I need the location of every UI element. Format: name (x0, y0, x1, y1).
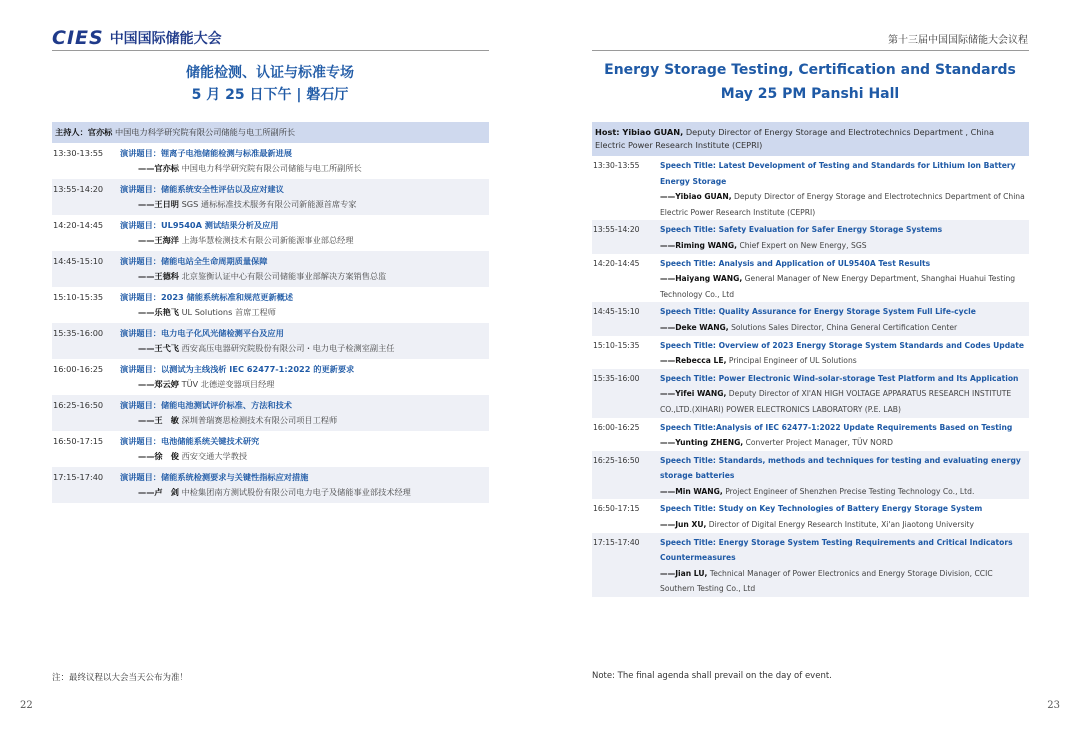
time-slot: 14:45-15:10 (53, 256, 104, 266)
agenda-row (592, 254, 1029, 303)
speech-title-text: UL9540A 测试结果分析及应用 (160, 220, 279, 230)
speaker-line (120, 233, 485, 248)
speaker-line (660, 189, 1025, 220)
speaker-org: Deputy Director of XI'AN HIGH VOLTAGE APPARATUS RESEARCH INSTITUTE CO.,LTD.(XIHARI) POWER ELECTRONICS LABORATORY (P.E. LAB) (660, 389, 1012, 414)
session-body (660, 338, 1029, 369)
speaker-name: ——Deke WANG, (660, 322, 729, 332)
agenda-row (52, 179, 489, 215)
speech-title (120, 470, 485, 485)
speaker-line (660, 271, 1025, 302)
speaker-name: ——徐 俊 (138, 451, 179, 461)
time-slot: 16:50-17:15 (593, 504, 640, 514)
speaker-name: ——Rebecca LE, (660, 356, 727, 366)
agenda-row (52, 287, 489, 323)
speaker-line (120, 413, 485, 428)
time-slot: 16:00-16:25 (593, 422, 640, 432)
speech-title (120, 146, 485, 161)
session-body (660, 158, 1029, 220)
agenda-table-zh (52, 122, 489, 503)
speaker-line (120, 485, 485, 500)
session-body (120, 470, 489, 503)
speaker-org: Director of Digital Energy Research Institute, Xi'an Jiaotong University (708, 520, 975, 530)
speaker-org: Technical Manager of Power Electronics and Energy Storage Division, CCIC Southern Testing Co., Ltd (660, 568, 993, 594)
session-body (660, 222, 1029, 253)
session-body (660, 371, 1029, 418)
speaker-name: ——Jun XU, (660, 520, 707, 530)
speech-title: Speech Title: Analysis and Application of UL9540A Test Results (660, 258, 931, 268)
speaker-org: 中国电力科学研究院有限公司储能与电工所副所长 (181, 163, 362, 173)
session-body (120, 182, 489, 215)
agenda-row (52, 251, 489, 287)
agenda-row (52, 215, 489, 251)
speaker-name: ——卢 剑 (138, 487, 179, 497)
speech-label: 演讲题目： (120, 292, 161, 302)
header-divider (52, 50, 489, 51)
speech-label: 演讲题目： (120, 256, 161, 266)
session-body (120, 254, 489, 287)
session-body (120, 362, 489, 395)
speaker-org: UL Solutions 首席工程师 (181, 307, 276, 317)
speech-title-text: 电池储能系统关键技术研究 (160, 436, 260, 446)
agenda-row (52, 395, 489, 431)
session-body (120, 398, 489, 431)
speech-title-text: 2023 储能系统标准和规范更新概述 (160, 292, 294, 302)
speech-title (120, 290, 485, 305)
speaker-org: 北京鉴衡认证中心有限公司储能事业部解决方案销售总监 (181, 271, 387, 281)
speaker-line (660, 353, 1025, 369)
speaker-name: ——乐艳飞 (138, 307, 179, 317)
speech-title (120, 218, 485, 233)
speech-title: Speech Title: Overview of 2023 Energy Storage System Standards and Codes Update (660, 340, 1025, 350)
time-slot: 17:15-17:40 (593, 537, 640, 547)
speaker-line (120, 197, 485, 212)
time-slot: 13:30-13:55 (53, 148, 104, 158)
speech-title (120, 182, 485, 197)
speaker-line (660, 386, 1025, 417)
speaker-line (120, 341, 485, 356)
speech-title: Speech Title: Latest Development of Testing and Standards for Lithium Ion Battery Energy Storage (660, 161, 1016, 186)
speaker-name: ——王日明 (138, 199, 179, 209)
page-number: 22 (20, 700, 33, 711)
time-slot: 17:15-17:40 (53, 472, 104, 482)
session-body (120, 326, 489, 359)
speech-label: 演讲题目： (120, 364, 161, 374)
speaker-name: ——王 敏 (138, 415, 179, 425)
agenda-note: 注：最终议程以大会当天公布为准！ (52, 673, 189, 683)
speaker-line (660, 566, 1025, 597)
agenda-row (592, 418, 1029, 451)
session-body (660, 501, 1029, 532)
speaker-org: SGS 通标标准技术服务有限公司新能源首席专家 (181, 199, 357, 209)
speech-title (120, 362, 485, 377)
speaker-line (660, 484, 1025, 500)
speech-title: Speech Title: Energy Storage System Testing Requirements and Critical Indicators Countermeasures (660, 537, 1013, 563)
agenda-row (52, 359, 489, 395)
speaker-org: Solutions Sales Director, China General Certification Center (731, 322, 958, 332)
speaker-name: ——官亦标 (138, 163, 179, 173)
time-slot: 15:35-16:00 (593, 373, 640, 383)
time-slot: 16:00-16:25 (53, 364, 104, 374)
time-slot: 15:10-15:35 (53, 292, 104, 302)
header-title: 第十三届中国国际储能大会议程 (888, 35, 1028, 46)
speech-title (120, 326, 485, 341)
page-number: 23 (1047, 700, 1060, 711)
speech-title (120, 434, 485, 449)
time-slot: 14:20-14:45 (53, 220, 104, 230)
speaker-org: Principal Engineer of UL Solutions (728, 356, 857, 366)
speaker-name: ——Haiyang WANG, (660, 274, 743, 284)
agenda-row (592, 369, 1029, 418)
agenda-row (592, 220, 1029, 253)
speech-title (120, 398, 485, 413)
speaker-name: ——郑云婷 (138, 379, 179, 389)
logo-mark: CIES (52, 27, 104, 49)
time-slot: 14:20-14:45 (593, 258, 640, 268)
cies-logo (52, 27, 222, 49)
speech-title (120, 254, 485, 269)
speaker-line (660, 238, 1025, 254)
speaker-line (120, 161, 485, 176)
session-date-zh: 5 月 25 日下午 | 磐石厅 (191, 87, 349, 103)
agenda-row (52, 323, 489, 359)
logo-text: 中国国际储能大会 (109, 31, 222, 47)
speech-title-text: 储能电池测试评价标准、方法和技术 (160, 400, 292, 410)
speaker-org: Converter Project Manager, TÜV NORD (745, 438, 893, 448)
speaker-name: ——Yibiao GUAN, (660, 192, 732, 202)
speech-title: Speech Title: Study on Key Technologies of Battery Energy Storage System (660, 504, 983, 514)
agenda-row (592, 302, 1029, 335)
speech-title: Speech Title: Safety Evaluation for Safer Energy Storage Systems (660, 225, 943, 235)
speaker-name: ——Min WANG, (660, 486, 723, 496)
agenda-row (592, 156, 1029, 220)
speaker-name: ——王弋飞 (138, 343, 179, 353)
speech-label: 演讲题目： (120, 328, 161, 338)
speaker-line (120, 269, 485, 284)
speech-label: 演讲题目： (120, 436, 161, 446)
time-slot: 15:35-16:00 (53, 328, 104, 338)
speaker-name: ——王海洋 (138, 235, 179, 245)
agenda-note: Note: The final agenda shall prevail on the day of event. (592, 671, 832, 681)
session-body (660, 453, 1029, 500)
time-slot: 16:25-16:50 (593, 455, 640, 465)
time-slot: 16:50-17:15 (53, 436, 104, 446)
speech-title: Speech Title:Analysis of IEC 62477-1:2022 Update Requirements Based on Testing (660, 422, 1013, 432)
time-slot: 13:30-13:55 (593, 161, 640, 170)
time-slot: 16:25-16:50 (53, 400, 104, 410)
session-body (660, 535, 1029, 597)
speech-label: 演讲题目： (120, 400, 161, 410)
time-slot: 14:45-15:10 (593, 307, 640, 317)
speaker-line (120, 449, 485, 464)
speaker-line (120, 377, 485, 392)
session-body (120, 218, 489, 251)
host-label: 主持人：官亦标 (55, 127, 113, 137)
agenda-table-en (592, 122, 1029, 597)
host-row (52, 122, 489, 143)
speech-title-text: 以测试为主线浅析 IEC 62477-1:2022 的更新要求 (160, 364, 355, 374)
speaker-name: ——Yifei WANG, (660, 389, 727, 399)
agenda-row (52, 431, 489, 467)
speaker-org: 西安交通大学教授 (181, 451, 248, 461)
speech-title: Speech Title: Quality Assurance for Energy Storage System Full Life-cycle (660, 307, 976, 317)
speech-title-text: 储能电站全生命周期质量保障 (160, 256, 268, 266)
speaker-name: ——王德科 (138, 271, 179, 281)
speech-title: Speech Title: Power Electronic Wind-solar-storage Test Platform and Its Application (660, 373, 1019, 383)
session-body (660, 304, 1029, 335)
agenda-row (592, 451, 1029, 500)
host-row (592, 122, 1029, 156)
speaker-org: TÜV 北德逆变器项目经理 (181, 379, 275, 389)
speaker-org: Deputy Director of Energy Storage and Electrotechnics Department of China Electric Power Research Institute (CEPRI) (660, 192, 1025, 217)
speaker-name: ——Yunting ZHENG, (660, 438, 744, 448)
speech-label: 演讲题目： (120, 184, 161, 194)
speaker-org: Chief Expert on New Energy, SGS (739, 240, 867, 250)
speech-label: 演讲题目： (120, 220, 161, 230)
session-body (660, 420, 1029, 451)
speaker-name: ——Jian LU, (660, 568, 708, 578)
speech-label: 演讲题目： (120, 472, 161, 482)
speaker-line (120, 305, 485, 320)
speech-title: Speech Title: Standards, methods and techniques for testing and evaluating energy storage batteries (660, 455, 1021, 481)
right-page (540, 0, 1080, 732)
host-label: Host: Yibiao GUAN, (595, 127, 684, 137)
host-desc: Deputy Director of Energy Storage and Electrotechnics Department , China Electric Power Research Institute (CEPRI) (595, 127, 995, 150)
speaker-org: Project Engineer of Shenzhen Precise Testing Technology Co., Ltd. (725, 486, 975, 496)
speech-title-text: 电力电子化风光储检测平台及应用 (160, 328, 284, 338)
speaker-org: 上海华慧检测技术有限公司新能源事业部总经理 (181, 235, 354, 245)
speaker-name: ——Riming WANG, (660, 240, 738, 250)
speech-title-text: 锂离子电池储能检测与标准最新进展 (160, 148, 292, 158)
header-divider (592, 50, 1029, 51)
speaker-org: General Manager of New Energy Department, Shanghai Huahui Testing Technology Co., Ltd (660, 274, 1016, 299)
speech-title-text: 储能系统安全性评估以及应对建议 (160, 184, 284, 194)
time-slot: 13:55-14:20 (53, 184, 104, 194)
session-body (120, 434, 489, 467)
session-body (120, 146, 489, 179)
speech-title-text: 储能系统检测要求与关键性指标应对措施 (160, 472, 309, 482)
speaker-line (660, 435, 1025, 451)
speaker-org: 中检集团南方测试股份有限公司电力电子及储能事业部技术经理 (181, 487, 411, 497)
session-body (660, 256, 1029, 303)
speaker-org: 深圳普瑞赛思检测技术有限公司项目工程师 (181, 415, 338, 425)
time-slot: 15:10-15:35 (593, 340, 640, 350)
agenda-row (592, 499, 1029, 532)
session-date-en: May 25 PM Panshi Hall (720, 86, 900, 102)
agenda-row (592, 336, 1029, 369)
agenda-row (592, 533, 1029, 597)
host-desc: 中国电力科学研究院有限公司储能与电工所副所长 (114, 127, 296, 137)
speech-label: 演讲题目： (120, 148, 161, 158)
speaker-org: 西安高压电器研究院股份有限公司・电力电子检测室副主任 (181, 343, 395, 353)
speaker-line (660, 517, 1025, 533)
agenda-row (52, 143, 489, 179)
session-title-zh: 储能检测、认证与标准专场 (186, 65, 354, 81)
speaker-line (660, 320, 1025, 336)
time-slot: 13:55-14:20 (593, 225, 640, 235)
agenda-row (52, 467, 489, 503)
session-body (120, 290, 489, 323)
session-title-en: Energy Storage Testing, Certification and Standards (604, 62, 1016, 78)
